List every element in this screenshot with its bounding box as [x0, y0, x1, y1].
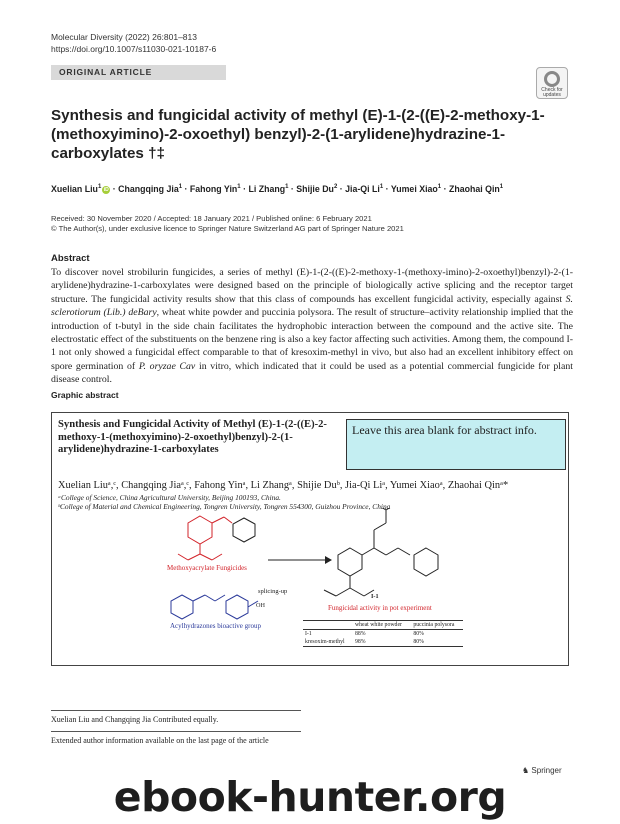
author[interactable]: Changqing Jia$^1$	[118, 183, 183, 194]
springer-horse-icon: ♞	[522, 766, 530, 775]
table-cell: 88%	[354, 631, 366, 637]
table-header: puccinia polysora	[413, 622, 455, 628]
splicing-arrow-icon	[268, 556, 332, 564]
badge-label-2: updates	[543, 92, 561, 98]
author[interactable]: Fahong Yin$^1$	[189, 183, 241, 194]
affiliation-a: ᵃCollege of Science, China Agricultural University, Beijing 100193, China.	[58, 493, 281, 502]
graphic-abstract-heading: Graphic abstract	[51, 390, 119, 400]
author[interactable]: Zhaohai Qin$^1$	[448, 183, 504, 194]
oh-label: OH	[256, 602, 265, 609]
graphic-authors: Xuelian Liuᵃ,ᶜ, Changqing Jiaᵃ,ᶜ, Fahong Yinᵃ, Li Zhangᵃ, Shijie Duᵇ, Jia-Qi Liᵃ, Yumei Xiaoᵃ, Zhaohai Qinᵃ*	[58, 480, 509, 491]
compound-label: I-1	[371, 593, 379, 600]
publisher-name: Springer	[531, 766, 562, 775]
abstract-heading: Abstract	[51, 253, 90, 264]
author[interactable]: Jia-Qi Li$^1$	[345, 183, 384, 194]
dates-line: Received: 30 November 2020 / Accepted: 18 January 2021 / Published online: 6 February 2021	[51, 214, 372, 223]
compound-i1-structure	[324, 508, 438, 596]
activity-table	[303, 620, 463, 647]
journal-info	[51, 31, 216, 55]
check-updates-icon	[544, 71, 560, 87]
author[interactable]: Li Zhang$^1$	[248, 183, 289, 194]
author[interactable]: Shijie Du$^2$	[296, 183, 338, 194]
watermark: ebook-hunter.org	[113, 773, 507, 821]
footnote-equal-contribution: Xuelian Liu and Changqing Jia Contributed equally.	[51, 715, 219, 724]
table-row	[303, 630, 463, 639]
abstract-text: To discover novel strobilurin fungicides, a series of methyl (E)-1-(2-((E)-2-methoxy-1-(methoxy-imino)-2-oxoethyl)benzyl)-2-(1-arylidene)hydrazine-1-carboxylates were designed based on the principle of biologically active splicing and the receptor target structure. The fungicidal activity results show that this class of compounds has excellent fungicidal activity, especially against S. sclerotiorum (Lib.) deBary, wheat white powder and puccinia polysora. The result of structure–activity relationship implied that the introduction of t-butyl in the side chain facilitates the hydrophobic interaction between the compound and the active site. The electrostatic effect of the substituents on the benzene ring is also a key factor affecting such activities. Among them, the compound I-1 not only showed a fungicidal effect comparable to that of kresoxim-methyl in vivo, but also had an excellent inhibitory effect on spore germination of P. oryzae Cav in vitro, which indicated that it could be used as a potential commercial fungicide for plant disease control.	[51, 267, 573, 386]
badge-label-1: Check for	[541, 87, 563, 93]
table-row	[303, 638, 463, 647]
doi-link[interactable]: https://doi.org/10.1007/s11030-021-10187-6	[51, 44, 217, 54]
affiliation-b: ᵇCollege of Material and Chemical Engineering, Tongren University, Tongren 554300, Guizhou Province, China	[58, 502, 391, 511]
copyright-line: © The Author(s), under exclusive licence to Springer Nature Switzerland AG part of Springer Nature 2021	[51, 224, 404, 233]
acylhydrazone-structure	[171, 595, 258, 619]
abstract-info-placeholder: Leave this area blank for abstract info.	[346, 419, 566, 470]
author[interactable]: Yumei Xiao$^1$	[390, 183, 442, 194]
footnote-author-info: Extended author information available on the last page of the article	[51, 736, 269, 745]
table-cell: 80%	[413, 631, 424, 637]
table-cell: I-1	[305, 631, 312, 637]
article-type-banner: ORIGINAL ARTICLE	[51, 65, 226, 80]
journal-citation: Molecular Diversity (2022) 26:801–813	[51, 32, 197, 42]
methoxyacrylate-label: Methoxyacrylate Fungicides	[167, 564, 247, 572]
splicing-label: splicing-up	[258, 588, 288, 595]
table-header-row	[303, 621, 463, 630]
check-updates-badge[interactable]	[536, 67, 568, 99]
pot-experiment-label: Fungicidal activity in pot experiment	[328, 604, 432, 612]
publication-dates	[51, 214, 571, 234]
footnote-divider	[51, 731, 301, 732]
graphic-abstract-title: Synthesis and Fungicidal Activity of Methyl (E)-1-(2-((E)-2-methoxy-1-(methoxyimino)-2-oxoethyl)benzyl)-2-(1-arylidene)hydrazine-1-carboxylates	[58, 419, 327, 456]
table-cell: kresoxim-methyl	[305, 639, 345, 645]
acylhydrazone-label: Acylhydrazones bioactive group	[170, 622, 261, 630]
table-cell: 98%	[354, 639, 366, 645]
author[interactable]: Xuelian Liu$^1$ iD	[51, 183, 109, 194]
table-header: wheat white powder	[354, 622, 402, 628]
table-cell: 80%	[413, 639, 424, 645]
article-title: Synthesis and fungicidal activity of methyl (E)-1-(2-((E)-2-methoxy-1-(methoxyimino)-2-oxoethyl) benzyl)-2-(1-arylidene)hydrazine-1-carboxylates †‡	[51, 107, 545, 162]
author-list: Xuelian Liu$^1$ iD · Changqing Jia$^1$ · Fahong Yin$^1$ · Li Zhang$^1$ · Shijie $Du^2 \cdot Jia-Qi$ $Li^1$ · Yumei Xiao$^1$ · Zhaohai Qin$^1$	[51, 183, 504, 194]
methoxyacrylate-aryl	[233, 518, 255, 542]
methoxyacrylate-structure	[178, 516, 232, 560]
table-header	[303, 621, 353, 630]
footnote-divider	[51, 710, 301, 711]
orcid-icon[interactable]: iD	[103, 186, 109, 193]
